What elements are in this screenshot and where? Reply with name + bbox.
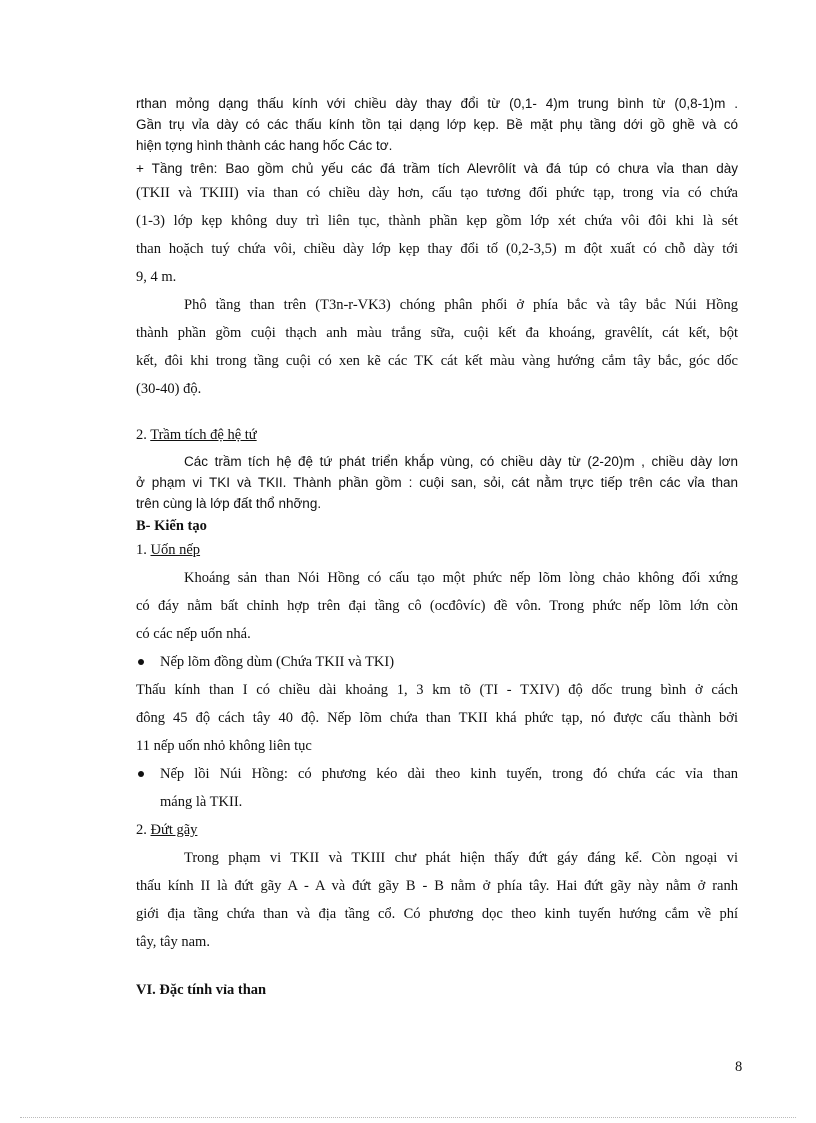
page-content [136, 93, 738, 1002]
bullet-text: Nếp lõm đồng dùm (Chứa TKII và TKI) [160, 654, 395, 670]
text-line: ở phạm vi TKI và TKII. Thành phần gồm : cuội san, sỏi, cát nằm trực tiếp trên các vỉa than [136, 475, 738, 490]
heading-quaternary-sediments [136, 421, 738, 449]
text-line: Trong phạm vi TKII và TKIII chư phát hiện thấy đứt gáy đáng kể. Còn ngoại vi [184, 850, 738, 866]
text-line: Thấu kính than I có chiều dài khoảng 1, 3 km tõ (TI - TXIV) độ dốc trung bình ở cách [136, 682, 738, 698]
text-line: Gần trụ vỉa dày có các thấu kính tồn tại dạng lớp kẹp. Bề mặt phụ tầng dới gồ ghề và có [136, 117, 738, 132]
text-line: thành phần gồm cuội thạch anh màu trắng sữa, cuội kết đa khoáng, gravêlít, cát kết, bột [136, 325, 738, 341]
text-line: than hoặch tuý chứa vôi, chiều dày lớp kẹp thay đổi tố (0,2-3,5) m đột xuất có chỗ dày tới [136, 241, 738, 257]
section-heading-coal-seam-properties: VI. Đặc tính vỉa than [136, 982, 267, 998]
paragraph-lens-one [136, 676, 738, 760]
text-line: thấu kính II là đứt gãy A - A và đứt gãy B - B nằm ở phía tây. Hai đứt gãy này nằm ở ranh [136, 878, 738, 894]
text-line: hiện tợng hình thành các hang hốc Các tơ. [136, 138, 393, 153]
bullet-item-syncline [136, 648, 738, 676]
text-line: 11 nếp uốn nhỏ không liên tục [136, 738, 312, 754]
text-line: Các trầm tích hệ đệ tứ phát triển khắp vùng, có chiều dày từ (2-20)m , chiều dày lơn [184, 454, 738, 469]
text-line: (TKII và TKIII) vỉa than có chiều dày hơn, cấu tạo tương đối phức tạp, trong vỉa có chứa [136, 185, 738, 201]
text-line: tây, tây nam. [136, 934, 210, 950]
paragraph-upper-layer [136, 158, 738, 291]
text-line: trên cùng là lớp đất thổ nhỡng. [136, 496, 322, 511]
heading-title: Trầm tích đệ hệ tứ [150, 427, 257, 443]
text-line: Phô tầng than trên (T3n-r-VK3) chóng phân phối ở phía bắc và tây bắc Núi Hồng [184, 297, 738, 313]
bullet-icon [138, 659, 144, 665]
text-line: + Tầng trên: Bao gồm chủ yếu các đá trầm tích Alevrôlít và đá túp có chưa vỉa than dày [136, 161, 738, 176]
text-line: rthan mỏng dạng thấu kính với chiều dày thay đổi từ (0,1- 4)m trung bình từ (0,8-1)m . [136, 96, 738, 111]
heading-number: 2. [136, 427, 147, 443]
text-line: giới địa tầng chứa than và địa tầng cổ. Có phương dọc theo kinh tuyến hướng cắm về phí [136, 906, 738, 922]
text-line: có các nếp uốn nhá. [136, 626, 251, 642]
paragraph-folding [136, 564, 738, 648]
section-heading-tectonics: B- Kiến tạo [136, 518, 207, 534]
page-number: 8 [735, 1059, 743, 1075]
text-line: có đáy nằm bất chỉnh hợp trên đại tầng cô (ocđôvíc) đề vôn. Trong phức nếp lõm lớn còn [136, 598, 738, 614]
bullet-icon [138, 771, 144, 777]
bullet-item-anticline [136, 760, 738, 816]
text-line: (1-3) lớp kẹp không duy trì liên tục, thành phần kẹp gồm lớp xét chứa vôi đôi khi là sét [136, 213, 738, 229]
heading-title: Đứt gãy [150, 822, 198, 838]
paragraph-upper-coal-subsuite [136, 291, 738, 403]
paragraph-quaternary [136, 451, 738, 514]
text-line: kết, đôi khi trong tầng cuội có xen kẽ các TK cát kết màu vàng hướng cắm tây bắc, góc dốc [136, 353, 738, 369]
paragraph-lower-layer-end [136, 93, 738, 156]
page-bottom-divider [20, 1117, 796, 1118]
text-line: đông 45 độ cách tây 40 độ. Nếp lõm chứa than TKII khá phức tạp, nó được cấu thành bởi [136, 710, 738, 726]
text-line: Nếp lồi Núi Hồng: có phương kéo dài theo kinh tuyến, trong đó chứa các vỉa than [160, 766, 738, 782]
text-line: máng là TKII. [160, 794, 243, 810]
heading-number: 2. [136, 822, 147, 838]
text-line: Khoáng sản than Nói Hồng có cấu tạo một phức nếp lõm lòng chảo không đối xứng [184, 570, 738, 586]
paragraph-faults [136, 844, 738, 956]
text-line: (30-40) độ. [136, 381, 202, 397]
heading-number: 1. [136, 542, 147, 558]
text-line: 9, 4 m. [136, 269, 177, 285]
heading-folding [136, 538, 738, 562]
heading-title: Uốn nếp [150, 542, 201, 558]
heading-faults [136, 816, 738, 844]
